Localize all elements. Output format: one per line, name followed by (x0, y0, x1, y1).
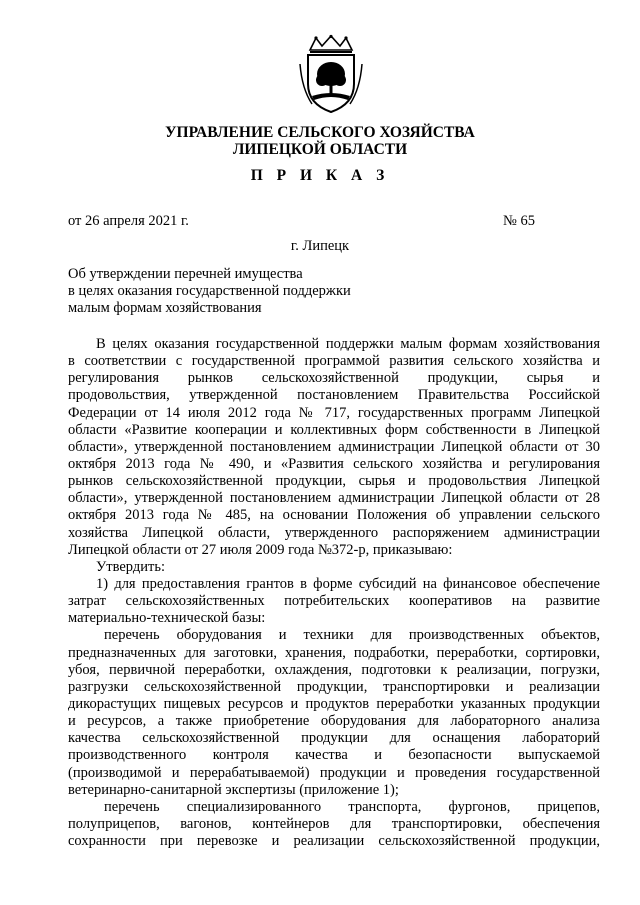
body-line: перечень оборудования и техники для производственных объектов, (104, 627, 600, 644)
body-line: убоя, первичной переработки, охлаждения, подготовки к реализации, погрузки, (68, 661, 600, 678)
body-line: области», утвержденной постановлением администрации Липецкой области от 30 (68, 438, 600, 455)
body-line: разгрузки сельскохозяйственной продукции, транспортировки и реализации (68, 678, 600, 695)
body-line: Федерации от 14 июля 2012 года № 717, государственных программ Липецкой (68, 404, 600, 421)
body-line: предназначенных для заготовки, хранения, подработки, переработки, сортировки, (68, 644, 600, 661)
body-line: производственного контроля качества и безопасности выпускаемой (68, 747, 600, 764)
body-line: перечень специализированного транспорта, фургонов, прицепов, (104, 798, 600, 815)
document-body (68, 336, 600, 850)
body-line: полуприцепов, вагонов, контейнеров для транспортировки, обеспечения (68, 815, 600, 832)
body-line: качества сельскохозяйственной продукции для оснащения лабораторий (68, 730, 600, 747)
body-line: области «Развитие кооперации и коллективных форм собственности в Липецкой (68, 421, 600, 438)
organization-name-line1: УПРАВЛЕНИЕ СЕЛЬСКОГО ХОЗЯЙСТВА (165, 124, 475, 141)
coat-of-arms-icon (298, 34, 364, 114)
body-line: 1) для предоставления грантов в форме субсидий на финансовое обеспечение (96, 575, 600, 592)
body-line: дикорастущих пищевых ресурсов и продуктов переработки указанных продукции (68, 695, 600, 712)
body-line: Утвердить: (96, 558, 165, 575)
body-line: хозяйства Липецкой области, утвержденного распоряжением администрации (68, 524, 600, 541)
body-line: октября 2013 года № 490, и «Развития сельского хозяйства и регулирования (68, 455, 600, 472)
document-type: П Р И К А З (250, 167, 390, 184)
body-line: Липецкой области от 27 июля 2009 года №372-р, приказываю: (68, 541, 453, 558)
body-line: и ресурсов, а также приобретение оборудования для лабораторного анализа (68, 713, 600, 730)
body-line: (производимой и перерабатываемой) продукции и проведения государственной (68, 764, 600, 781)
body-line: регулирования рынков сельскохозяйственной продукции, сырья и (68, 370, 600, 387)
body-line: затрат сельскохозяйственных потребительских кооперативов на развитие (68, 593, 600, 610)
body-line: октября 2013 года № 485, на основании Положения об управлении сельского (68, 507, 600, 524)
document-title (68, 266, 488, 317)
document-number: № 65 (503, 213, 535, 229)
title-line: Об утверждении перечней имущества (68, 266, 303, 282)
document-city: г. Липецк (290, 238, 350, 254)
title-line: малым формам хозяйствования (68, 300, 262, 316)
body-line: сохранности при перевозке и реализации сельскохозяйственной продукции, (68, 833, 600, 850)
document-date: от 26 апреля 2021 г. (68, 213, 189, 229)
body-line: области», утвержденной постановлением администрации Липецкой области от 28 (68, 490, 600, 507)
body-line: в соответствии с государственной программой развития сельского хозяйства и (68, 353, 600, 370)
body-line: продовольствия, утвержденной постановлением Правительства Российской (68, 387, 600, 404)
body-line: ветеринарно-санитарной экспертизы (приложение 1); (68, 781, 399, 798)
body-line: рынков сельскохозяйственной продукции, сырья и продовольствия Липецкой (68, 473, 600, 490)
body-line: материально-технической базы: (68, 610, 266, 627)
body-line: В целях оказания государственной поддержки малым формам хозяйствования (96, 336, 600, 352)
organization-name-line2: ЛИПЕЦКОЙ ОБЛАСТИ (232, 141, 408, 158)
title-line: в целях оказания государственной поддержки (68, 283, 351, 299)
